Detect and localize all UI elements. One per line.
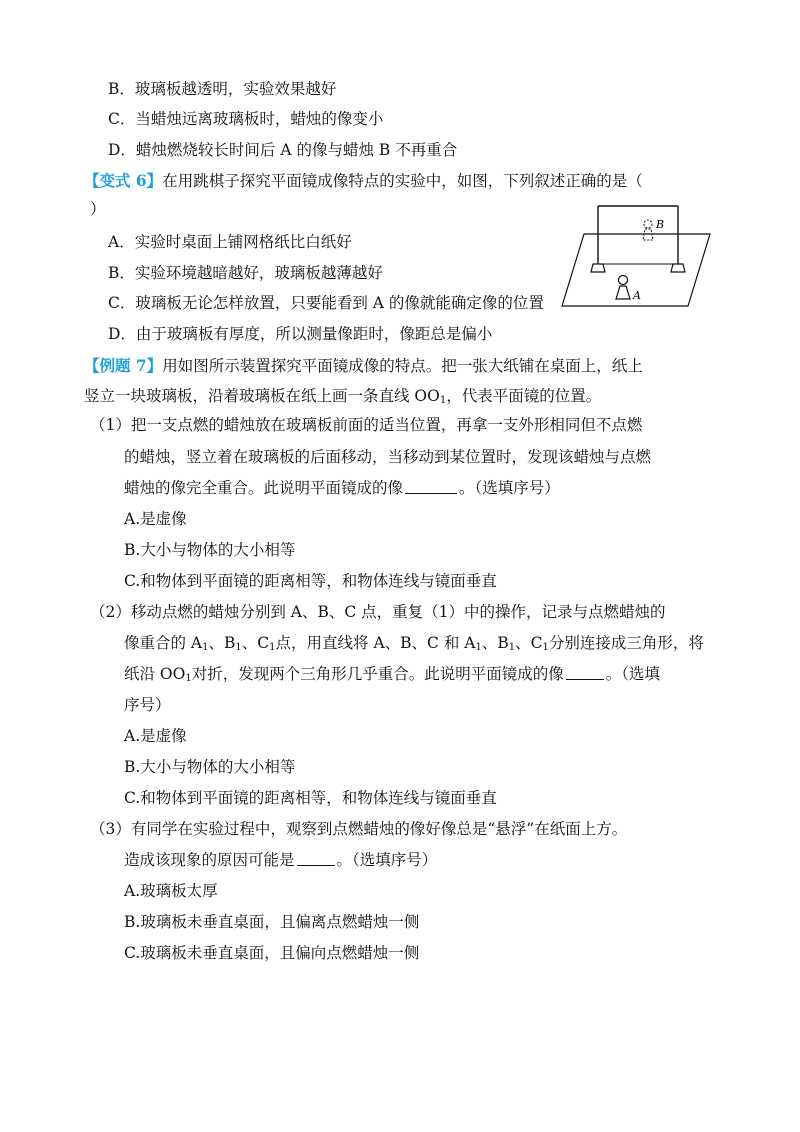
variant6-tag: 【变式 6】 xyxy=(84,171,163,190)
q2-option-b: B.大小与物体的大小相等 xyxy=(124,758,296,776)
q3-answer-blank[interactable] xyxy=(297,851,335,866)
option-d-prev: D．蜡烛燃烧较长时间后 A 的像与蜡烛 B 不再重合 xyxy=(108,141,458,159)
glass-frame xyxy=(596,206,680,264)
variant6-stem-end: ） xyxy=(90,200,106,218)
variant6-option-b: B．实验环境越暗越好，玻璃板越薄越好 xyxy=(108,264,383,282)
q2-line4: 序号） xyxy=(124,696,171,714)
q2-line3: 纸沿 $OO_1$对折，发现两个三角形几乎重合。此说明平面镜成的像 。（选填 xyxy=(124,665,660,684)
q2-line1: （2）移动点燃的蜡烛分别到 A、B、C 点，重复（1）中的操作，记录与点燃蜡烛的 xyxy=(90,603,666,621)
option-b-prev: B．玻璃板越透明，实验效果越好 xyxy=(108,80,337,98)
figure-label-b: B xyxy=(656,218,665,231)
q1-line2: 的蜡烛，竖立着在玻璃板的后面移动，当移动到某位置时，发现该蜡烛与点燃 xyxy=(124,448,652,466)
stand-right xyxy=(671,264,685,272)
q3-option-a: A.玻璃板太厚 xyxy=(124,882,218,900)
q3-option-c: C.玻璃板未垂直桌面，且偏向点燃蜡烛一侧 xyxy=(124,944,420,962)
variant6-stem xyxy=(84,170,643,192)
example7-stem-line1: 【例题 7】用如图所示装置探究平面镜成像的特点。把一张大纸铺在桌面上，纸上 xyxy=(84,356,643,375)
example7-stem-line2: 竖立一块玻璃板，沿着玻璃板在纸上画一条直线 $OO_1$，代表平面镜的位置。 xyxy=(84,387,602,406)
option-c-prev: C．当蜡烛远离玻璃板时，蜡烛的像变小 xyxy=(108,110,384,128)
variant6-option-d: D．由于玻璃板有厚度，所以测量像距时，像距总是偏小 xyxy=(108,325,493,343)
q1-line1: （1）把一支点燃的蜡烛放在玻璃板前面的适当位置，再拿一支外形相同但不点燃 xyxy=(90,416,643,434)
variant6-stem-text: 在用跳棋子探究平面镜成像特点的实验中，如图，下列叙述正确的是（ xyxy=(162,172,643,190)
q2-option-c: C.和物体到平面镜的距离相等，和物体连线与镜面垂直 xyxy=(124,789,497,807)
q1-option-a: A.是虚像 xyxy=(124,510,187,528)
q1-answer-blank[interactable] xyxy=(405,479,457,494)
chess-piece-b-image xyxy=(643,220,653,240)
variant6-option-a: A．实验时桌面上铺网格纸比白纸好 xyxy=(108,233,352,251)
q3-line1: （3）有同学在实验过程中，观察到点燃蜡烛的像好像总是“悬浮”在纸面上方。 xyxy=(90,820,628,838)
q2-option-a: A.是虚像 xyxy=(124,727,187,745)
example7-tag: 【例题 7】 xyxy=(84,356,163,375)
chess-piece-a xyxy=(616,276,630,300)
figure-label-a: A xyxy=(633,289,641,302)
experiment-figure xyxy=(560,198,714,314)
q3-line2: 造成该现象的原因可能是 。（选填序号） xyxy=(124,851,438,869)
q3-option-b: B.玻璃板未垂直桌面，且偏离点燃蜡烛一侧 xyxy=(124,913,420,931)
q2-line2: 像重合的 $A_1$、$B_1$、$C_1$点，用直线将 A、B、C 和 $A_1$、$B_1$、$C_1$分别连接成三角形，将 xyxy=(124,634,704,653)
q1-line3: 蜡烛的像完全重合。此说明平面镜成的像 。（选填序号） xyxy=(124,479,560,497)
q1-option-c: C.和物体到平面镜的距离相等，和物体连线与镜面垂直 xyxy=(124,572,497,590)
q1-option-b: B.大小与物体的大小相等 xyxy=(124,541,296,559)
q2-answer-blank[interactable] xyxy=(566,665,604,680)
variant6-option-c: C．玻璃板无论怎样放置，只要能看到 A 的像就能确定像的位置 xyxy=(108,294,544,312)
stand-left xyxy=(591,264,605,272)
